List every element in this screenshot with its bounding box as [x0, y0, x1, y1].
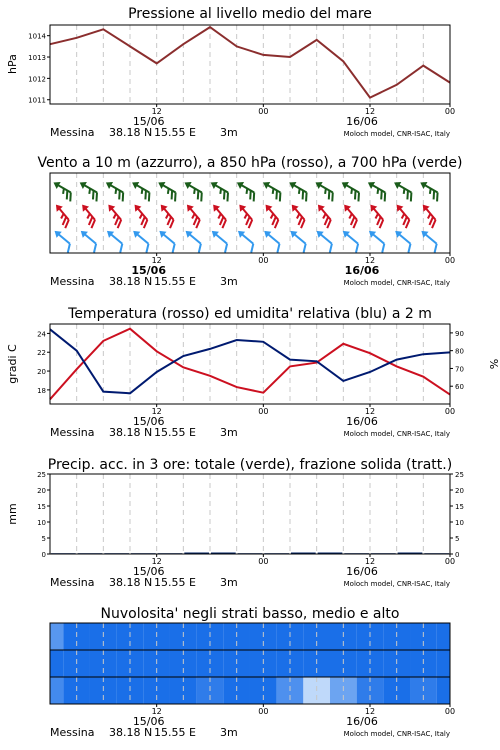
wind-panel [37, 155, 462, 288]
station-lon: 15.55 E [154, 726, 196, 739]
temp-panel [6, 306, 500, 439]
wind-barb [154, 228, 180, 253]
barb-half-feather [374, 214, 379, 219]
wind-barb [207, 179, 234, 201]
wind-barb [102, 179, 129, 201]
wind-barb [285, 228, 311, 253]
wind-barb [76, 228, 102, 253]
barb-half-feather [60, 214, 65, 219]
barb-arrowhead [287, 179, 296, 189]
wind-barb [76, 179, 103, 201]
model-credit: Moloch model, CNR-ISAC, Italy [343, 580, 450, 588]
x-tick-label: 00 [444, 107, 456, 116]
barb-arrowhead [392, 179, 401, 189]
temp-title: Temperatura (rosso) ed umidita' relativa (blu) a 2 m [68, 306, 432, 322]
x-tick-label: 12 [364, 407, 376, 416]
barb-arrowhead [340, 179, 349, 189]
wind-barb [155, 202, 180, 228]
wind-barb [50, 202, 75, 228]
x-tick-label: 12 [151, 557, 162, 566]
barb-arrowhead [261, 179, 270, 189]
barb-half-feather [243, 214, 248, 219]
barb-arrowhead [156, 179, 165, 189]
y-tick-label: 22 [37, 349, 46, 358]
y2-tick-label: 5 [455, 535, 460, 543]
wind-barb [390, 179, 417, 201]
temp-ylabel: gradi C [6, 344, 19, 384]
cloud-cell [50, 650, 63, 677]
wind-barb [154, 179, 181, 201]
model-credit: Moloch model, CNR-ISAC, Italy [343, 730, 450, 738]
y2-tick-label: 90 [455, 329, 464, 338]
date-label: 16/06 [346, 565, 378, 578]
barb-arrowhead [418, 179, 427, 189]
x-tick-label: 12 [364, 256, 376, 265]
barb-arrowhead [104, 179, 113, 189]
barb-arrowhead [313, 179, 322, 189]
date-label: 15/06 [132, 565, 165, 578]
y-tick-label: 10 [37, 519, 46, 527]
wind-barb [390, 228, 416, 253]
barb-half-feather [322, 214, 327, 219]
x-tick-label: 00 [258, 707, 269, 716]
y2-tick-label: 0 [455, 551, 460, 559]
barb-feather [222, 244, 230, 253]
barb-half-feather [138, 214, 143, 219]
pressure-ylabel: hPa [6, 54, 19, 74]
y-tick-label: 20 [37, 368, 46, 377]
humidity-ylabel: % [487, 358, 500, 370]
y-tick-label: 1013 [28, 54, 46, 63]
cloud-title: Nuvolosita' negli strati basso, medio e alto [100, 606, 400, 622]
y2-tick-label: 70 [455, 365, 464, 374]
pressure-title: Pressione al livello medio del mare [128, 6, 372, 22]
x-tick-label: 00 [444, 256, 456, 265]
wind-barb [233, 202, 258, 228]
wind-barb [364, 228, 390, 253]
barb-feather [327, 244, 335, 253]
model-credit: Moloch model, CNR-ISAC, Italy [343, 130, 450, 138]
barb-feather [65, 244, 73, 253]
wind-barb [286, 202, 311, 228]
barb-half-feather [112, 214, 117, 219]
barb-feather [248, 244, 256, 253]
x-tick-label: 12 [364, 557, 376, 566]
date-label: 16/06 [346, 415, 378, 428]
precip-title: Precip. acc. in 3 ore: totale (verde), frazione solida (tratt.) [47, 457, 453, 473]
station-lat: 38.18 N [109, 426, 153, 439]
wind-barb [76, 202, 101, 228]
barb-arrowhead [366, 179, 375, 189]
y-tick-label: 5 [41, 535, 46, 543]
station-alt: 3m [220, 726, 238, 739]
temperature-series-line [50, 329, 450, 400]
barb-feather [196, 244, 204, 253]
station-name: Messina [50, 275, 95, 288]
cloud-panel [50, 606, 455, 739]
barb-feather [91, 244, 99, 253]
wind-barb [259, 202, 284, 228]
barb-arrowhead [182, 179, 191, 189]
barb-feather [405, 244, 413, 253]
barb-half-feather [269, 214, 274, 219]
cloud-cell [437, 623, 450, 650]
wind-barb [285, 179, 312, 201]
station-alt: 3m [220, 275, 238, 288]
barb-half-feather [348, 214, 353, 219]
wind-barb [102, 228, 128, 253]
x-tick-label: 00 [258, 407, 269, 416]
station-lon: 15.55 E [154, 576, 196, 589]
y-tick-label: 24 [37, 330, 46, 339]
date-label: 16/06 [346, 115, 378, 128]
barb-arrowhead [130, 179, 139, 189]
precip-frame [50, 474, 450, 554]
y-tick-label: 1012 [28, 75, 46, 84]
cloud-cell [437, 650, 450, 677]
x-tick-label: 00 [444, 557, 456, 566]
x-tick-label: 12 [151, 707, 162, 716]
station-lat: 38.18 N [109, 275, 153, 288]
x-tick-label: 12 [151, 407, 162, 416]
date-label: 15/06 [132, 715, 165, 728]
barb-feather [117, 244, 125, 253]
station-name: Messina [50, 126, 95, 139]
wind-barb [390, 202, 415, 228]
y2-tick-label: 10 [455, 519, 464, 527]
station-lon: 15.55 E [154, 426, 196, 439]
wind-barb [311, 179, 338, 201]
x-tick-label: 12 [364, 107, 376, 116]
cloud-cell [437, 677, 450, 704]
x-tick-label: 00 [258, 256, 269, 265]
model-credit: Moloch model, CNR-ISAC, Italy [343, 430, 450, 438]
station-name: Messina [50, 726, 95, 739]
wind-barb [207, 202, 232, 228]
station-alt: 3m [220, 126, 238, 139]
barb-half-feather [400, 214, 405, 219]
barb-half-feather [191, 214, 196, 219]
x-tick-label: 00 [444, 707, 456, 716]
barb-half-feather [217, 214, 222, 219]
y-tick-label: 18 [37, 386, 46, 395]
y-tick-label: 20 [37, 487, 46, 495]
wind-barb [416, 228, 442, 253]
y2-tick-label: 20 [455, 487, 464, 495]
wind-barb [338, 179, 365, 201]
cloud-cell [50, 623, 63, 650]
barb-feather [170, 244, 178, 253]
barb-feather [432, 244, 440, 253]
station-lon: 15.55 E [154, 275, 196, 288]
y2-tick-label: 25 [455, 471, 464, 479]
wind-barb [207, 228, 233, 253]
pressure-panel [6, 6, 455, 139]
wind-barb [311, 228, 337, 253]
y2-tick-label: 60 [455, 383, 464, 392]
station-lat: 38.18 N [109, 726, 153, 739]
wind-barb [180, 179, 207, 201]
wind-barb [49, 228, 75, 253]
barb-feather [143, 244, 151, 253]
date-label: 15/06 [131, 264, 166, 277]
barb-half-feather [86, 214, 91, 219]
cloud-cell [50, 677, 63, 704]
barb-arrowhead [78, 179, 87, 189]
precip-ylabel: mm [6, 503, 19, 525]
wind-barb [416, 179, 443, 201]
y2-tick-label: 80 [455, 347, 464, 356]
y-tick-label: 1014 [28, 32, 46, 41]
model-credit: Moloch model, CNR-ISAC, Italy [343, 279, 450, 287]
wind-barb [312, 202, 337, 228]
barb-feather [379, 244, 387, 253]
station-alt: 3m [220, 576, 238, 589]
wind-barb [338, 202, 363, 228]
wind-barb [128, 202, 153, 228]
x-tick-label: 12 [364, 707, 376, 716]
date-label: 16/06 [344, 264, 380, 277]
wind-barb [102, 202, 127, 228]
date-label: 16/06 [346, 715, 378, 728]
barb-feather [274, 244, 282, 253]
wind-title: Vento a 10 m (azzurro), a 850 hPa (rosso), a 700 hPa (verde) [37, 155, 463, 171]
barb-half-feather [427, 214, 432, 219]
y-tick-label: 25 [37, 471, 46, 479]
date-label: 15/06 [132, 115, 165, 128]
x-tick-label: 12 [151, 256, 162, 265]
barb-half-feather [165, 214, 170, 219]
pressure-frame [50, 25, 450, 104]
wind-barb [181, 202, 206, 228]
wind-barb [364, 202, 389, 228]
wind-barb [180, 228, 206, 253]
wind-barb [49, 179, 76, 201]
y-tick-label: 1011 [28, 96, 46, 105]
station-name: Messina [50, 576, 95, 589]
wind-barb [128, 179, 155, 201]
station-lon: 15.55 E [154, 126, 196, 139]
barb-feather [353, 244, 361, 253]
wind-barb [364, 179, 391, 201]
station-lat: 38.18 N [109, 576, 153, 589]
barb-half-feather [296, 214, 301, 219]
x-tick-label: 00 [258, 107, 269, 116]
y-tick-label: 0 [41, 551, 46, 559]
y2-tick-label: 15 [455, 503, 464, 511]
wind-barb [128, 228, 154, 253]
wind-barb [417, 202, 442, 228]
x-tick-label: 00 [258, 557, 269, 566]
station-alt: 3m [220, 426, 238, 439]
x-tick-label: 00 [444, 407, 456, 416]
x-tick-label: 12 [151, 107, 162, 116]
station-name: Messina [50, 426, 95, 439]
date-label: 15/06 [132, 415, 165, 428]
barb-feather [301, 244, 309, 253]
barb-arrowhead [51, 179, 60, 189]
station-lat: 38.18 N [109, 126, 153, 139]
wind-barb [338, 228, 364, 253]
precip-panel [6, 457, 464, 589]
y-tick-label: 15 [37, 503, 46, 511]
pressure-series-line [50, 27, 450, 98]
